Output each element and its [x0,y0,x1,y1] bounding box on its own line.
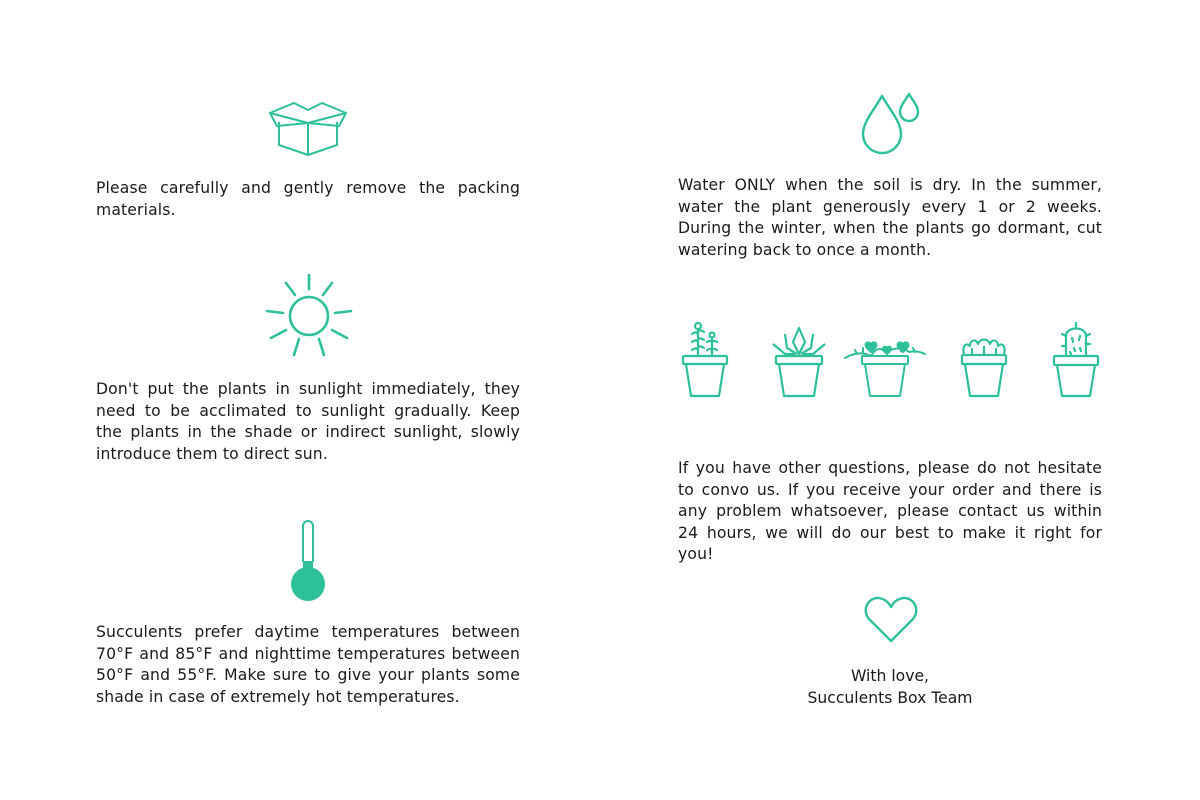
contact-instructions: If you have other questions, please do not hesitate to convo us. If you receive your order and there is any problem whatsoever, please contact us within 24 hours, we will do our best to make it right for you! [678,459,1102,564]
water-drops-icon [858,92,924,156]
cactus-pot-icon [1050,320,1102,404]
haworthia-pot-icon [958,320,1010,404]
sunlight-instructions: Don't put the plants in sunlight immediately, they need to be acclimated to sunlight gradually. Keep the plants in the shade or indirect sunlight, slowly introduce them to direct sun. [96,380,520,463]
signoff-line-1: With love, [850,667,929,685]
heart-icon [863,595,919,645]
unpacking-instructions: Please carefully and gently remove the packing materials. [96,179,520,219]
watering-instructions: Water ONLY when the soil is dry. In the summer, water the plant generously every 1 or 2 weeks. During the winter, when the plants go dormant, cut watering back to once a month. [678,176,1102,259]
thermometer-icon [288,517,328,603]
string-of-hearts-pot-icon [843,320,927,404]
sun-icon [264,272,354,358]
open-box-icon [267,100,349,158]
signoff-line-2: Succulents Box Team [807,689,973,707]
string-of-pearls-pot-icon [680,320,730,404]
temperature-instructions: Succulents prefer daytime temperatures between 70°F and 85°F and nighttime temperatures between 50°F and 55°F. Make sure to give your plants some shade in case of extremely hot temperatures. [96,623,520,706]
echeveria-pot-icon [771,320,827,404]
